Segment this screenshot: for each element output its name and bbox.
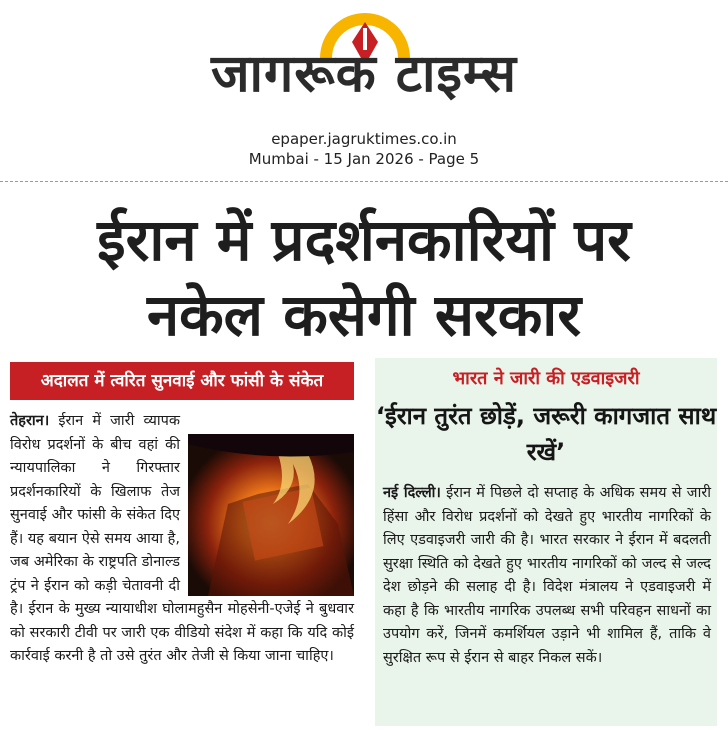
right-dateline: नई दिल्ली।: [383, 485, 441, 501]
right-quote-headline: ‘ईरान तुरंत छोड़ें, जरूरी कागजात साथ रखें’: [375, 402, 717, 466]
left-story-body: [10, 410, 354, 669]
left-dateline: तेहरान।: [10, 413, 50, 429]
right-story-body: [383, 482, 711, 670]
fire-photo-icon: [188, 434, 354, 596]
right-body-text: ईरान में पिछले दो सप्ताह के अधिक समय से जारी हिंसा और विरोध प्रदर्शनों को देखते हुए भारतीय नागरिकों के लिए एडवाइजरी जारी की है। भारत सरकार ने ईरान में बदलती सुरक्षा स्थिति को देखते हुए भारतीय नागरिकों को जल्द से जल्द देश छोड़ने की सलाह दी है। विदेश मंत्रालय ने एडवाइजरी में कहा है कि भारतीय नागरिक उपलब्ध सभी परिवहन साधनों का उपयोग करें, जिनमें कमर्शियल उड़ाने भी शामिल हैं, ताकि वे सुरक्षित रूप से ईरान से बाहर निकल सकें।: [383, 485, 712, 666]
headline-line-2: नकेल कसेगी सरकार: [146, 281, 582, 349]
fire-scene-icon: [188, 434, 354, 596]
right-kicker: भारत ने जारी की एडवाइजरी: [452, 368, 640, 389]
left-story-tag: अदालत में त्वरित सुनवाई और फांसी के संकेत: [10, 362, 354, 400]
dashed-divider: [0, 181, 728, 182]
left-body-text: ईरान में जारी व्यापक विरोध प्रदर्शनों के बीच वहां की न्यायपालिका ने गिरफ्तार प्रदर्शनकारियों के खिलाफ तेज सुनवाई और फांसी के संकेत दिए हैं। यह बयान ऐसे समय आया है, जब अमेरिका के राष्ट्रपति डोनाल्ड ट्रंप ने ईरान को कड़ी चेतावनी दी है। ईरान के मुख्य न्यायाधीश घोलामहुसैन मोहसेनी-एजेई ने बुधवार को सरकारी टीवी पर जारी एक वीडियो संदेश में कहा कि यदि कोई कार्रवाई करनी है तो उसे तुरंत और तेजी से किया जाना चाहिए।: [10, 413, 354, 664]
masthead-title: जागरूक टाइम्स: [210, 44, 518, 104]
epaper-url[interactable]: epaper.jagruktimes.co.in: [271, 130, 457, 148]
headline-line-1: ईरान में प्रदर्शनकारियों पर: [97, 206, 631, 274]
masthead: [0, 0, 728, 180]
edition-line: Mumbai - 15 Jan 2026 - Page 5: [248, 150, 480, 168]
right-story-box: [375, 358, 717, 726]
